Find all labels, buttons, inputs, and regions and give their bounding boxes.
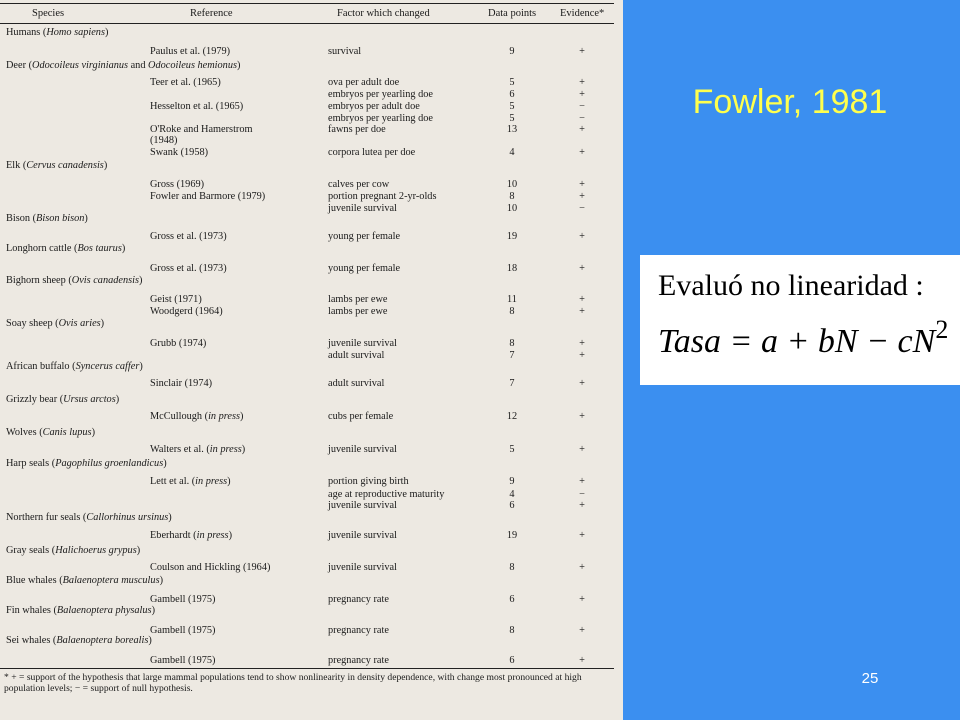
slide-title: Fowler, 1981	[692, 83, 888, 121]
text-part: Grizzly bear (	[6, 394, 64, 405]
text-part: McCullough (	[150, 411, 209, 422]
reference-cell	[150, 147, 208, 158]
factor-cell: pregnancy rate	[328, 594, 389, 605]
factor-cell: corpora lutea per doe	[328, 147, 416, 158]
text-part: (1948)	[150, 135, 178, 146]
data-points-cell: 6	[509, 89, 515, 100]
reference-cell	[150, 135, 177, 146]
evidence-cell: +	[579, 500, 585, 511]
reference-cell	[150, 179, 204, 190]
reference-cell	[150, 124, 253, 135]
latin-name: Cervus canadensis	[26, 160, 104, 171]
text-part: )	[100, 318, 105, 329]
evidence-cell: −	[579, 489, 585, 500]
evidence-cell: +	[579, 594, 585, 605]
latin-name: Callorhinus ursinus	[86, 512, 169, 523]
species-heading	[6, 60, 240, 71]
factor-cell: cubs per female	[328, 411, 394, 422]
reference-cell	[150, 562, 270, 573]
species-heading	[6, 243, 125, 254]
data-points-cell: 8	[509, 625, 515, 636]
evidence-cell: −	[579, 203, 585, 214]
latin-name: Balaenoptera borealis	[56, 635, 149, 646]
evidence-cell: +	[579, 124, 585, 135]
factor-cell: juvenile survival	[328, 338, 397, 349]
text-part: )	[115, 394, 120, 405]
text-part: Gambell (1975)	[150, 594, 216, 605]
factor-cell: age at reproductive maturity	[328, 489, 445, 500]
species-heading	[6, 27, 108, 38]
text-part: Soay sheep (	[6, 318, 59, 329]
data-points-cell: 10	[506, 203, 518, 214]
text-part: Humans (	[6, 27, 47, 38]
evidence-cell: +	[579, 655, 585, 666]
factor-cell: lambs per ewe	[328, 294, 388, 305]
data-points-cell: 8	[509, 191, 515, 202]
latin-name: Ovis canadensis	[71, 275, 139, 286]
text-part: )	[228, 530, 232, 541]
data-points-cell: 13	[506, 124, 518, 135]
text-part: )	[241, 444, 246, 455]
evidence-cell: +	[579, 530, 585, 541]
text-part: )	[148, 635, 152, 646]
text-part: and	[128, 60, 149, 71]
reference-cell	[150, 101, 243, 112]
equation-lhs: Tasa	[658, 323, 722, 360]
data-points-cell: 5	[509, 444, 515, 455]
data-points-cell: 5	[509, 113, 515, 124]
equation	[658, 315, 949, 361]
data-points-cell: 11	[507, 294, 517, 305]
text-part: Gross (1969)	[150, 179, 205, 190]
latin-name: Halichoerus grypus	[55, 545, 137, 556]
evaluation-label: Evaluó no linearidad :	[658, 269, 924, 302]
evidence-cell: +	[579, 191, 585, 202]
data-points-cell: 5	[509, 77, 515, 88]
data-points-cell: 18	[506, 263, 518, 274]
evidence-cell: +	[579, 46, 585, 57]
species-heading	[6, 213, 88, 224]
evidence-cell: +	[579, 263, 585, 274]
latin-name: Ursus arctos	[63, 394, 116, 405]
factor-cell: juvenile survival	[328, 530, 397, 541]
table-header	[0, 0, 623, 24]
bottom-rule	[0, 668, 614, 669]
reference-cell	[150, 191, 265, 202]
reference-cell	[150, 306, 223, 317]
text-part: Fin whales (	[6, 605, 57, 616]
header-factor: Factor which changed	[337, 8, 430, 19]
text-part: )	[237, 60, 241, 71]
reference-cell	[150, 594, 215, 605]
table-footnote: * + = support of the hypothesis that large mammal populations tend to show nonlinearity in density dependence, with change most pronounced at high population levels; − = support of null hypothesis.	[4, 672, 582, 694]
text-part: )	[240, 411, 244, 422]
evidence-cell: +	[579, 562, 585, 573]
text-part: )	[136, 545, 141, 556]
factor-cell: juvenile survival	[328, 203, 397, 214]
species-heading	[6, 318, 104, 329]
text-part: Bison (	[6, 213, 37, 224]
text-part: Northern fur seals (	[6, 512, 87, 523]
text-part: Hesselton et al. (1965)	[150, 101, 244, 112]
latin-name: Ovis aries	[58, 318, 101, 329]
text-part: Grubb (1974)	[150, 338, 207, 349]
factor-cell: pregnancy rate	[328, 655, 389, 666]
page-number: 25	[861, 670, 879, 687]
data-points-cell: 9	[509, 476, 515, 487]
latin-name: Bos taurus	[77, 243, 122, 254]
equation-panel	[640, 255, 960, 385]
text-part: )	[168, 512, 172, 523]
reference-cell	[150, 625, 215, 636]
factor-cell: juvenile survival	[328, 444, 397, 455]
factor-cell: adult survival	[328, 378, 385, 389]
latin-name: in press	[209, 444, 242, 455]
reference-cell	[150, 338, 206, 349]
equation-rhs: = a + bN − cN	[729, 323, 936, 360]
evidence-cell: +	[579, 350, 585, 361]
reference-cell	[150, 263, 227, 274]
evidence-cell: +	[579, 147, 585, 158]
evidence-cell: +	[579, 89, 585, 100]
text-part: Teer et al. (1965)	[150, 77, 221, 88]
header-evidence: Evidence*	[560, 8, 605, 19]
evidence-cell: +	[579, 411, 585, 422]
factor-cell: young per female	[328, 231, 401, 242]
evidence-cell: +	[579, 625, 585, 636]
species-heading	[6, 361, 143, 372]
evidence-cell: −	[579, 101, 585, 112]
factor-cell: portion pregnant 2-yr-olds	[328, 191, 437, 202]
evidence-cell: +	[579, 338, 585, 349]
evidence-cell: +	[579, 294, 585, 305]
text-part: Bighorn sheep (	[6, 275, 72, 286]
factor-cell: calves per cow	[328, 179, 390, 190]
species-heading	[6, 427, 95, 438]
text-part: Deer (	[6, 60, 33, 71]
factor-cell: juvenile survival	[328, 500, 397, 511]
species-heading	[6, 394, 119, 405]
data-points-cell: 4	[509, 489, 515, 500]
factor-cell: juvenile survival	[328, 562, 397, 573]
text-part: African buffalo (	[6, 361, 76, 372]
latin-name: in press	[208, 411, 241, 422]
text-part: )	[103, 160, 108, 171]
text-part: Sinclair (1974)	[150, 378, 213, 389]
text-part: )	[139, 361, 143, 372]
text-part: Wolves (	[6, 427, 43, 438]
factor-cell: survival	[328, 46, 362, 57]
text-part: )	[91, 427, 95, 438]
factor-cell: adult survival	[328, 350, 385, 361]
reference-cell	[150, 231, 227, 242]
header-data-points: Data points	[488, 8, 537, 19]
text-part: Paulus et al. (1979)	[150, 46, 231, 57]
reference-cell	[150, 476, 231, 487]
data-points-cell: 8	[509, 306, 515, 317]
reference-cell	[150, 294, 202, 305]
latin-name: Balaenoptera physalus	[56, 605, 152, 616]
text-part: Swank (1958)	[150, 147, 209, 158]
factor-cell: fawns per doe	[328, 124, 386, 135]
text-part: Gross et al. (1973)	[150, 263, 227, 274]
header-reference: Reference	[190, 8, 233, 19]
text-part: Eberhardt (	[150, 530, 197, 541]
reference-cell	[150, 655, 215, 666]
text-part: Lett et al. (	[150, 476, 196, 487]
reference-cell	[150, 530, 232, 541]
reference-cell	[150, 411, 243, 422]
text-part: )	[104, 27, 109, 38]
factor-cell: embryos per adult doe	[328, 101, 420, 112]
text-part: )	[139, 275, 143, 286]
data-points-cell: 8	[509, 562, 515, 573]
header-species: Species	[32, 8, 65, 19]
text-part: Blue whales (	[6, 575, 63, 586]
text-part: Harp seals (	[6, 458, 56, 469]
factor-cell: embryos per yearling doe	[328, 89, 433, 100]
text-part: )	[227, 476, 231, 487]
equation-exponent: 2	[935, 315, 949, 344]
latin-name: Canis lupus	[42, 427, 92, 438]
latin-name: Balaenoptera musculus	[62, 575, 160, 586]
text-part: Gambell (1975)	[150, 655, 216, 666]
evidence-cell: +	[579, 306, 585, 317]
text-part: Woodgerd (1964)	[150, 306, 223, 317]
factor-cell: pregnancy rate	[328, 625, 389, 636]
evidence-cell: +	[579, 444, 585, 455]
latin-name: Odocoileus hemionus	[148, 60, 237, 71]
text-part: )	[121, 243, 126, 254]
text-part: Coulson and Hickling (1964)	[150, 562, 271, 573]
reference-cell	[150, 77, 221, 88]
factor-cell: ova per adult doe	[328, 77, 400, 88]
latin-name: in press	[196, 530, 229, 541]
data-points-cell: 12	[506, 411, 518, 422]
species-heading	[6, 458, 167, 469]
data-points-cell: 5	[509, 101, 515, 112]
data-points-cell: 7	[509, 350, 515, 361]
data-points-cell: 6	[509, 594, 515, 605]
factor-cell: portion giving birth	[328, 476, 409, 487]
text-part: O'Roke and Hamerstrom	[150, 124, 253, 135]
data-points-cell: 6	[509, 655, 515, 666]
species-heading	[6, 160, 107, 171]
evidence-cell: +	[579, 476, 585, 487]
evidence-cell: +	[579, 231, 585, 242]
text-part: Elk (	[6, 160, 27, 171]
latin-name: Homo sapiens	[46, 27, 105, 38]
text-part: Longhorn cattle (	[6, 243, 78, 254]
text-part: Geist (1971)	[150, 294, 202, 305]
latin-name: Odocoileus virginianus	[32, 60, 129, 71]
species-heading	[6, 605, 155, 616]
evidence-cell: +	[579, 77, 585, 88]
latin-name: Bison bison	[36, 213, 85, 224]
factor-cell: young per female	[328, 263, 401, 274]
text-part: Fowler and Barmore (1979)	[150, 191, 266, 202]
evidence-cell: +	[579, 179, 585, 190]
data-points-cell: 6	[509, 500, 515, 511]
species-heading	[6, 275, 142, 286]
factor-cell: lambs per ewe	[328, 306, 388, 317]
latin-name: Syncerus caffer	[75, 361, 140, 372]
text-part: )	[159, 575, 164, 586]
data-points-cell: 4	[509, 147, 515, 158]
latin-name: Pagophilus groenlandicus	[55, 458, 164, 469]
evidence-cell: +	[579, 378, 585, 389]
reference-cell	[150, 444, 245, 455]
factor-cell: embryos per yearling doe	[328, 113, 433, 124]
data-points-cell: 10	[506, 179, 518, 190]
text-part: )	[163, 458, 167, 469]
latin-name: in press	[195, 476, 228, 487]
data-points-cell: 19	[506, 231, 518, 242]
species-heading	[6, 635, 152, 646]
data-points-cell: 8	[509, 338, 515, 349]
data-points-cell: 9	[509, 46, 515, 57]
text-part: Gross et al. (1973)	[150, 231, 227, 242]
reference-cell	[150, 378, 212, 389]
species-heading	[6, 575, 163, 586]
data-points-cell: 19	[506, 530, 518, 541]
text-part: )	[84, 213, 88, 224]
data-points-cell: 7	[509, 378, 515, 389]
text-part: )	[151, 605, 156, 616]
reference-cell	[150, 46, 230, 57]
text-part: Gray seals (	[6, 545, 56, 556]
species-heading	[6, 545, 140, 556]
evidence-cell: −	[579, 113, 585, 124]
header-rule	[0, 23, 614, 24]
text-part: Sei whales (	[6, 635, 57, 646]
text-part: Walters et al. (	[150, 444, 210, 455]
species-heading	[6, 512, 172, 523]
text-part: Gambell (1975)	[150, 625, 216, 636]
